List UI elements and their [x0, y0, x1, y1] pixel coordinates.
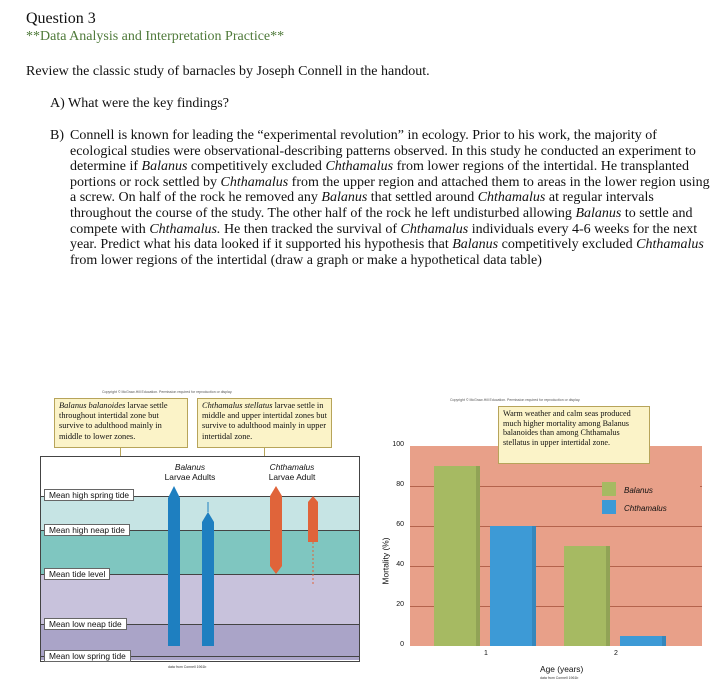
legend-swatch-chthamalus	[602, 500, 616, 514]
intertidal-zonation-figure	[40, 386, 360, 674]
mortality-bar-chart	[380, 386, 710, 686]
legend-label-chthamalus: Chthamalus	[624, 504, 667, 513]
y-tick-0: 0	[400, 641, 404, 648]
x-tick-2: 2	[614, 650, 618, 657]
y-tick-60: 60	[396, 521, 404, 528]
x-tick-1: 1	[484, 650, 488, 657]
y-tick-80: 80	[396, 481, 404, 488]
bar-balanus-year-1	[434, 466, 480, 646]
chthamalus-column-head: Chthamalus Larvae Adult	[268, 462, 316, 482]
question-title: Question 3	[26, 10, 96, 27]
bar-chthamalus-year-2	[620, 636, 666, 646]
legend-swatch-balanus	[602, 482, 616, 496]
figure1-source: data from Connell 1961b	[168, 665, 207, 669]
balanus-callout: Balanus balanoides larvae settle throughout intertidal zone but survive to adulthood mainly in middle to lower zones.	[54, 398, 188, 448]
tide-label-mean-high-neap: Mean high neap tide	[44, 524, 130, 536]
x-axis-label: Age (years)	[540, 664, 584, 674]
part-b-question: Connell is known for leading the “experimental revolution” in ecology. Prior to his work, the majority of ecological studies were observational-describing patterns observed. In this study he conducted an experiment to determine if Balanus competitively excluded Chthamalus from lower regions of the intertidal. He transplanted portions or rock settled by Chthamalus from the upper region and attached them to areas in the lower region using a screw. On half of the rock he removed any Balanus that settled around Chthamalus at regular intervals throughout the course of the study. The other half of the rock he left undisturbed allowing Balanus to settle and compete with Chthamalus. He then tracked the survival of Chthamalus individuals every 4-6 weeks for the next year. Predict what his data looked if it supported his hypothesis that Balanus competitively excluded Chthamalus from lower regions of the intertidal (draw a graph or make a hypothetical data table)	[70, 128, 710, 268]
balanus-adults-bar	[202, 512, 214, 646]
chthamalus-callout: Chthamalus stellatus larvae settle in middle and upper intertidal zones but survive to adulthood mainly in upper intertidal zone.	[197, 398, 332, 448]
bar-chthamalus-year-1	[490, 526, 536, 646]
legend-label-balanus: Balanus	[624, 486, 653, 495]
part-b-label: B)	[50, 128, 64, 143]
tide-label-mean-tide-level: Mean tide level	[44, 568, 110, 580]
chthamalus-adult-bar	[308, 496, 318, 542]
figure2-copyright: Copyright © McGraw-Hill Education. Permission required for reproduction or display.	[450, 398, 581, 402]
y-tick-40: 40	[396, 561, 404, 568]
y-tick-20: 20	[396, 601, 404, 608]
y-tick-100: 100	[392, 441, 404, 448]
y-axis-label: Mortality (%)	[380, 537, 391, 585]
chthamalus-larvae-bar	[270, 486, 282, 574]
weather-callout: Warm weather and calm seas produced much higher mortality among Balanus balanoides than among Chthamalus stellatus in upper intertidal zone.	[498, 406, 650, 464]
balanus-column-head: Balanus Larvae Adults	[164, 462, 216, 482]
balanus-larvae-bar	[168, 486, 180, 646]
figure1-copyright: Copyright © McGraw-Hill Education. Permission required for reproduction or display.	[102, 390, 233, 394]
distribution-bars	[40, 456, 360, 666]
chart-plot-area	[410, 446, 702, 646]
figure2-source: data from Connell 1961b	[540, 676, 579, 680]
question-subtitle: **Data Analysis and Interpretation Practice**	[26, 29, 285, 44]
tide-label-mean-high-spring: Mean high spring tide	[44, 489, 134, 501]
part-a-question: A) What were the key findings?	[50, 96, 229, 111]
tide-label-mean-low-spring: Mean low spring tide	[44, 650, 131, 662]
chart-legend	[602, 480, 700, 520]
review-instruction: Review the classic study of barnacles by Joseph Connell in the handout.	[26, 64, 430, 79]
bar-balanus-year-2	[564, 546, 610, 646]
tide-label-mean-low-neap: Mean low neap tide	[44, 618, 127, 630]
